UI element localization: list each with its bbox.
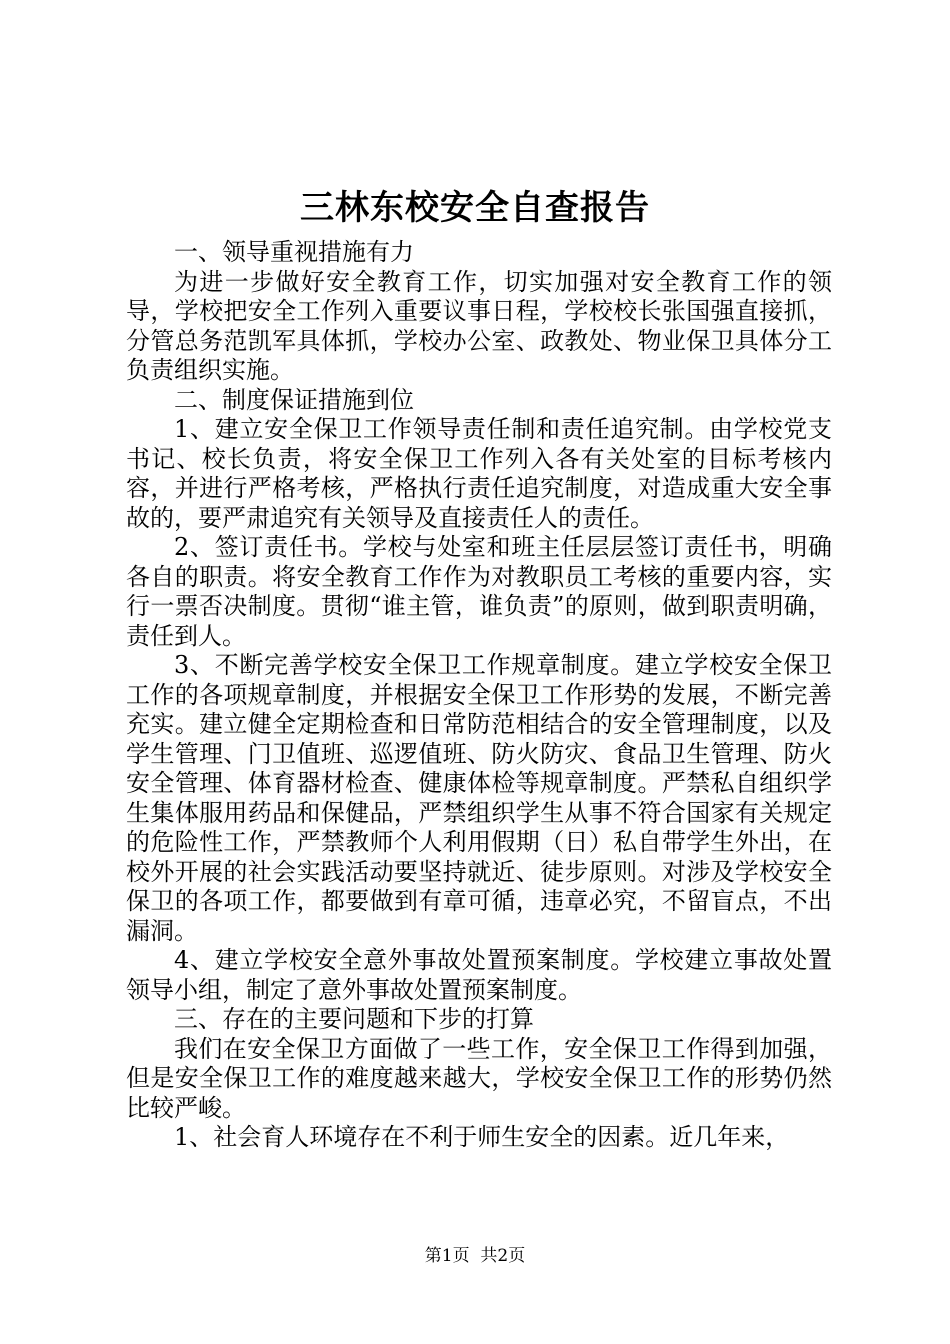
paragraph-item-3: 3、不断完善学校安全保卫工作规章制度。建立学校安全保卫工作的各项规章制度，并根据安全保卫工作形势的发展，不断完善充实。建立健全定期检查和日常防范相结合的安全管理制度，以及学生管理、门卫值班、巡逻值班、防火防灾、食品卫生管理、防火安全管理、体育器材检查、健康体检等规章制度。严禁私自组织学生集体服用药品和保健品，严禁组织学生从事不符合国家有关规定的危险性工作，严禁教师个人利用假期（日）私自带学生外出，在校外开展的社会实践活动要坚持就近、徒步原则。对涉及学校安全保卫的各项工作，都要做到有章可循，违章必究，不留盲点，不出漏洞。 xyxy=(126,651,832,945)
paragraph-problem-1: 1、社会育人环境存在不利于师生安全的因素。近几年来， xyxy=(174,1123,790,1151)
section-heading-1: 一、领导重视措施有力 xyxy=(174,238,414,266)
paragraph-leadership: 为进一步做好安全教育工作，切实加强对安全教育工作的领导，学校把安全工作列入重要议事日程，学校校长张国强直接抓，分管总务范凯军具体抓，学校办公室、政教处、物业保卫具体分工负责组织实施。 xyxy=(126,267,832,384)
document-body xyxy=(126,238,832,1153)
section-heading-3: 三、存在的主要问题和下步的打算 xyxy=(174,1005,534,1033)
paragraph-item-2: 2、签订责任书。学校与处室和班主任层层签订责任书，明确各自的职责。将安全教育工作作为对教职员工考核的重要内容，实行一票否决制度。贯彻“谁主管，谁负责”的原则，做到职责明确，责任到人。 xyxy=(126,533,832,650)
paragraph-item-1: 1、建立安全保卫工作领导责任制和责任追究制。由学校党支书记、校长负责，将安全保卫工作列入各有关处室的目标考核内容，并进行严格考核，严格执行责任追究制度，对造成重大安全事故的，要严肃追究有关领导及直接责任人的责任。 xyxy=(126,415,832,532)
section-heading-2: 二、制度保证措施到位 xyxy=(174,385,414,414)
page-number-footer: 第1页 共2页 xyxy=(424,1246,526,1266)
paragraph-item-4: 4、建立学校安全意外事故处置预案制度。学校建立事故处置领导小组，制定了意外事故处置预案制度。 xyxy=(126,946,832,1004)
paragraph-situation: 我们在安全保卫方面做了一些工作，安全保卫工作得到加强，但是安全保卫工作的难度越来越大，学校安全保卫工作的形势仍然比较严峻。 xyxy=(126,1034,832,1122)
document-title: 三林东校安全自查报告 xyxy=(300,188,650,228)
